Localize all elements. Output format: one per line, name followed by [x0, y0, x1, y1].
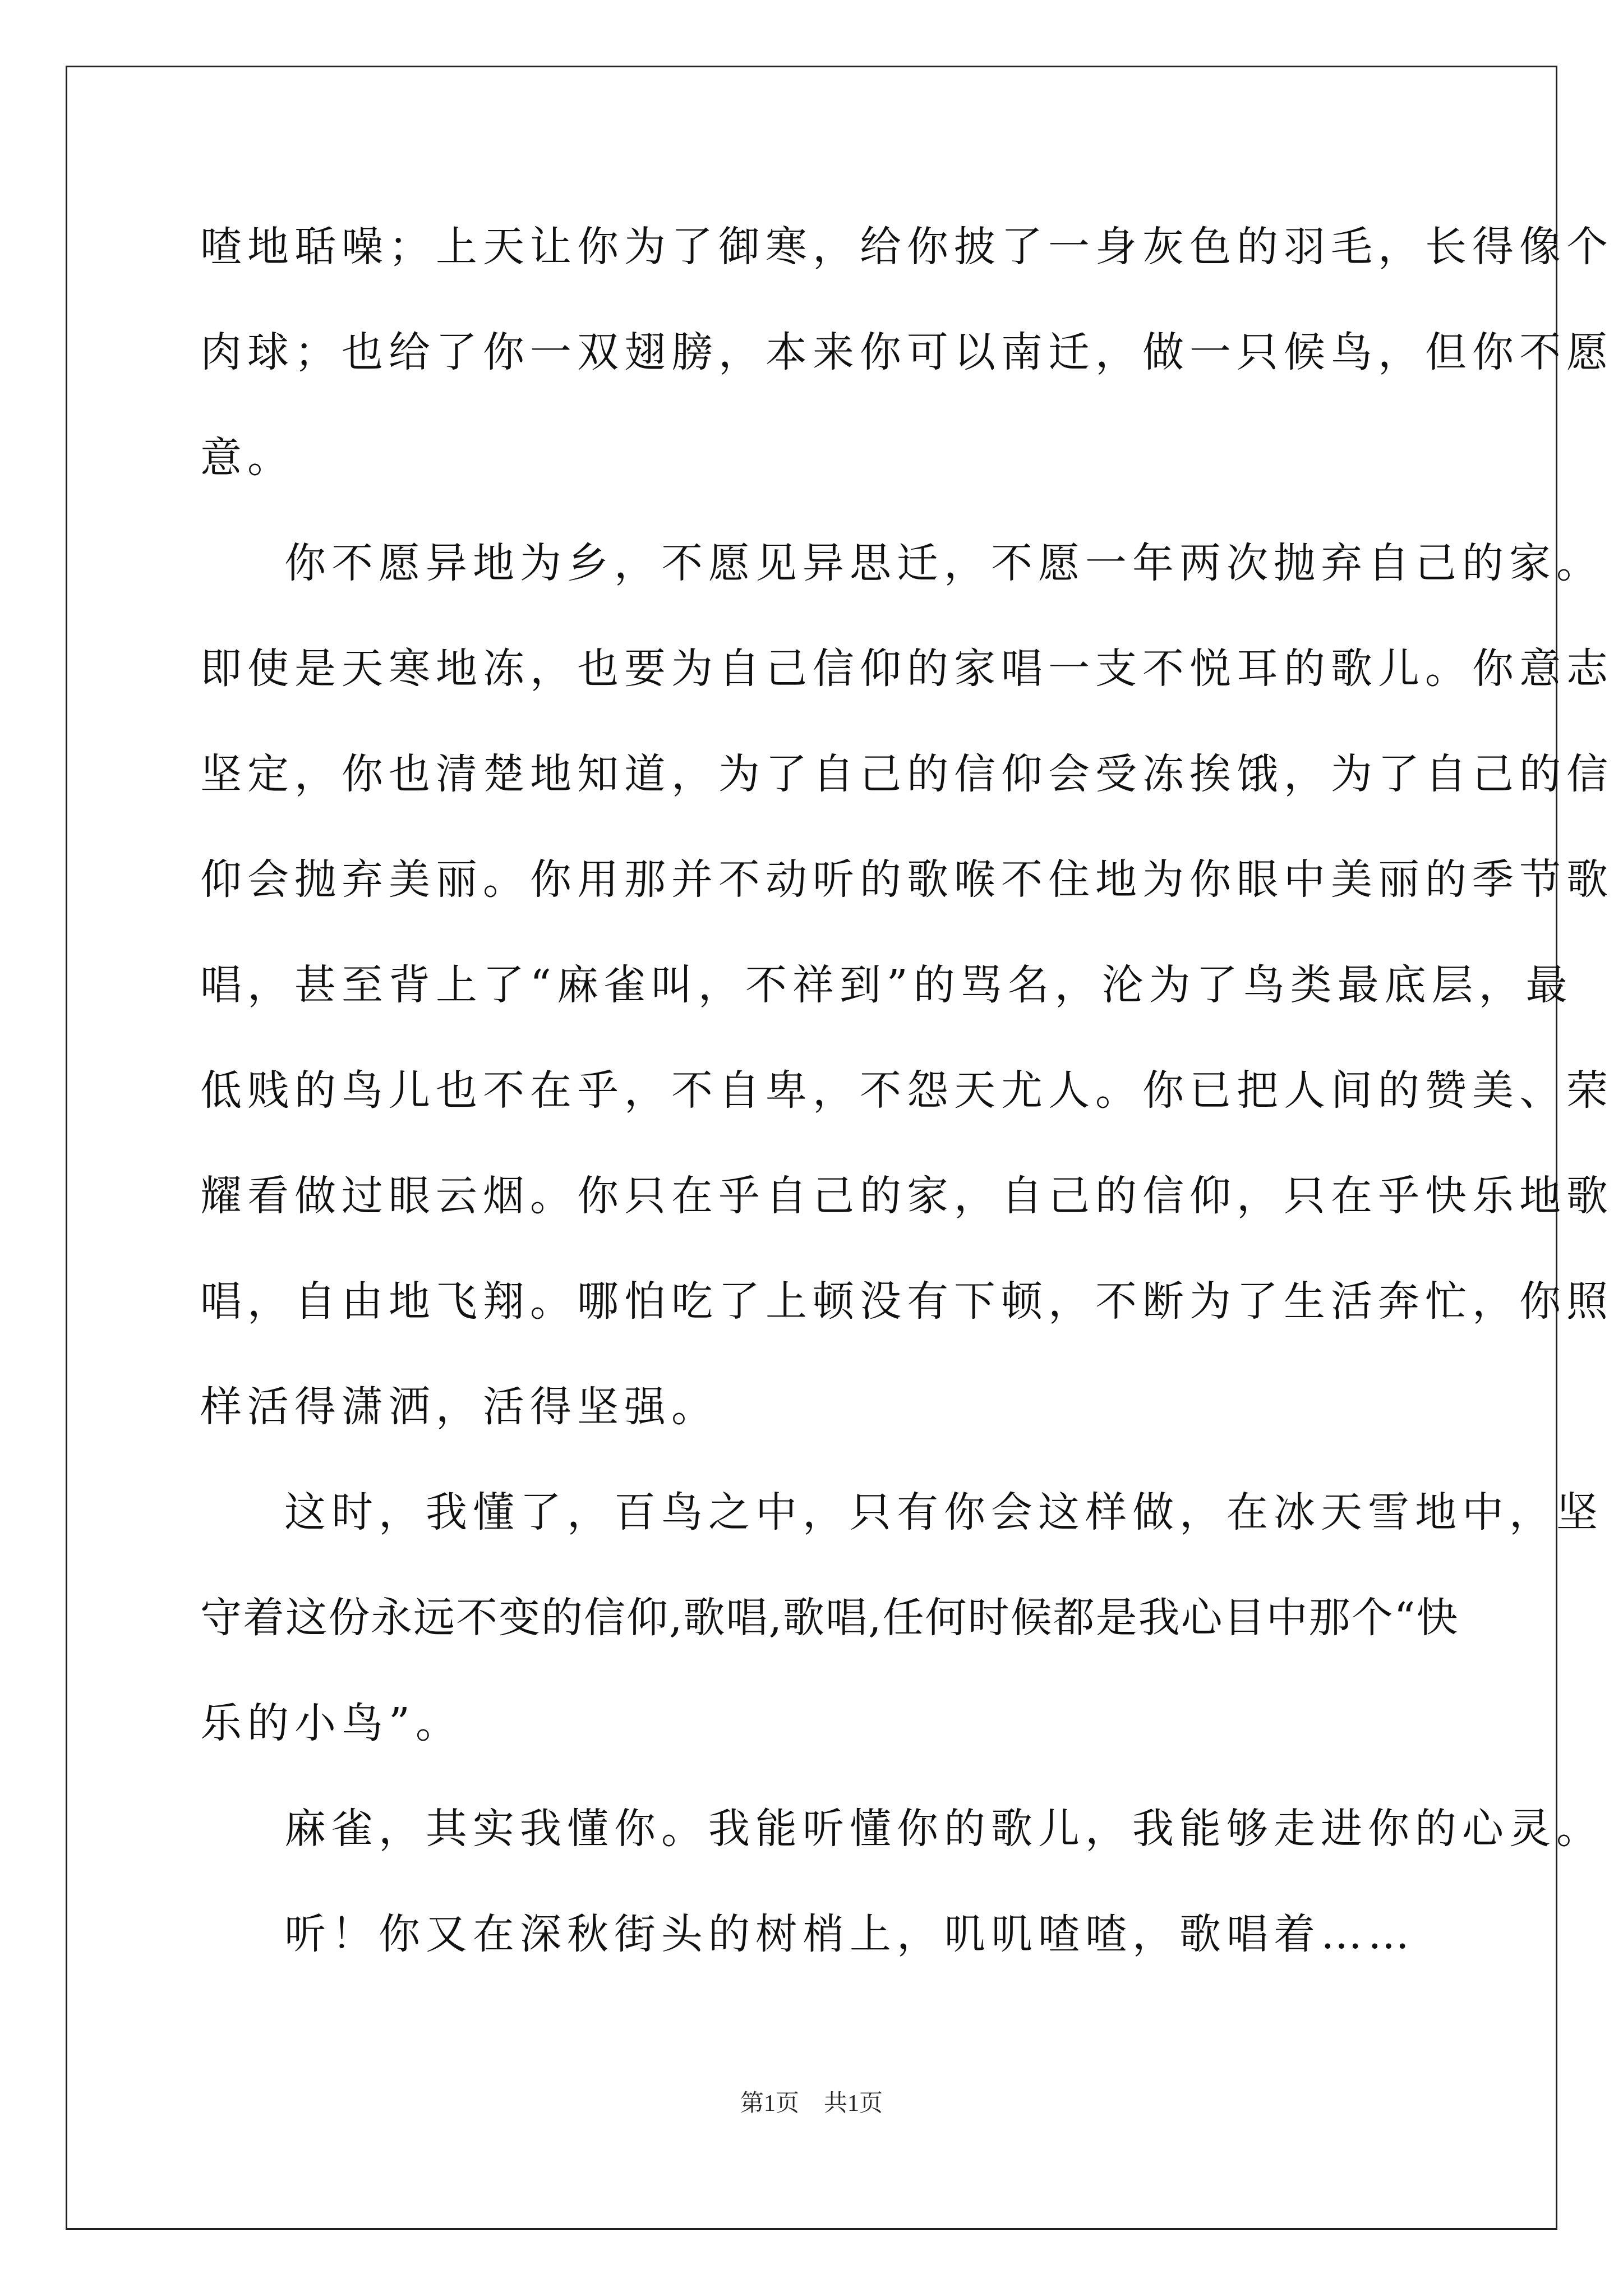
text-line: 坚定，你也清楚地知道，为了自己的信仰会受冻挨饿，为了自己的信: [200, 750, 1613, 798]
text-line: 即使是天寒地冻，也要为自己信仰的家唱一支不悦耳的歌儿。你意志: [200, 645, 1613, 693]
text-line: 守着这份永远不变的信仰,歌唱,歌唱,任何时候都是我心目中那个“快: [200, 1594, 1459, 1642]
text-line: 意。: [200, 434, 294, 482]
text-line: 样活得潇洒，活得坚强。: [200, 1383, 718, 1431]
text-line: 仰会抛弃美丽。你用那并不动听的歌喉不住地为你眼中美丽的季节歌: [200, 855, 1613, 904]
paragraph-start-line: 你不愿异地为乡，不愿见异思迁，不愿一年两次抛弃自己的家。: [284, 539, 1603, 587]
paragraph-start-line: 听！你又在深秋街头的树梢上，叽叽喳喳，歌唱着……: [284, 1910, 1415, 1958]
page-number-total: 共1页: [824, 2091, 883, 2116]
page-footer: [0, 2087, 1623, 2120]
paragraph-start-line: 麻雀，其实我懂你。我能听懂你的歌儿，我能够走进你的心灵。: [284, 1805, 1603, 1853]
paragraph-start-line: 这时，我懂了，百鸟之中，只有你会这样做，在冰天雪地中，坚: [284, 1488, 1603, 1536]
text-line: 低贱的鸟儿也不在乎，不自卑，不怨天尤人。你已把人间的赞美、荣: [200, 1066, 1613, 1115]
text-line: 乐的小鸟”。: [200, 1699, 463, 1747]
text-line: 喳地聒噪；上天让你为了御寒，给你披了一身灰色的羽毛，长得像个: [200, 223, 1613, 271]
page-number-current: 第1页: [740, 2091, 799, 2116]
text-line: 肉球；也给了你一双翅膀，本来你可以南迁，做一只候鸟，但你不愿: [200, 328, 1613, 376]
text-line: 唱，甚至背上了“麻雀叫，不祥到”的骂名，沦为了鸟类最底层，最: [200, 961, 1573, 1009]
text-line: 耀看做过眼云烟。你只在乎自己的家，自己的信仰，只在乎快乐地歌: [200, 1172, 1613, 1220]
text-line: 唱，自由地飞翔。哪怕吃了上顿没有下顿，不断为了生活奔忙，你照: [200, 1277, 1613, 1326]
